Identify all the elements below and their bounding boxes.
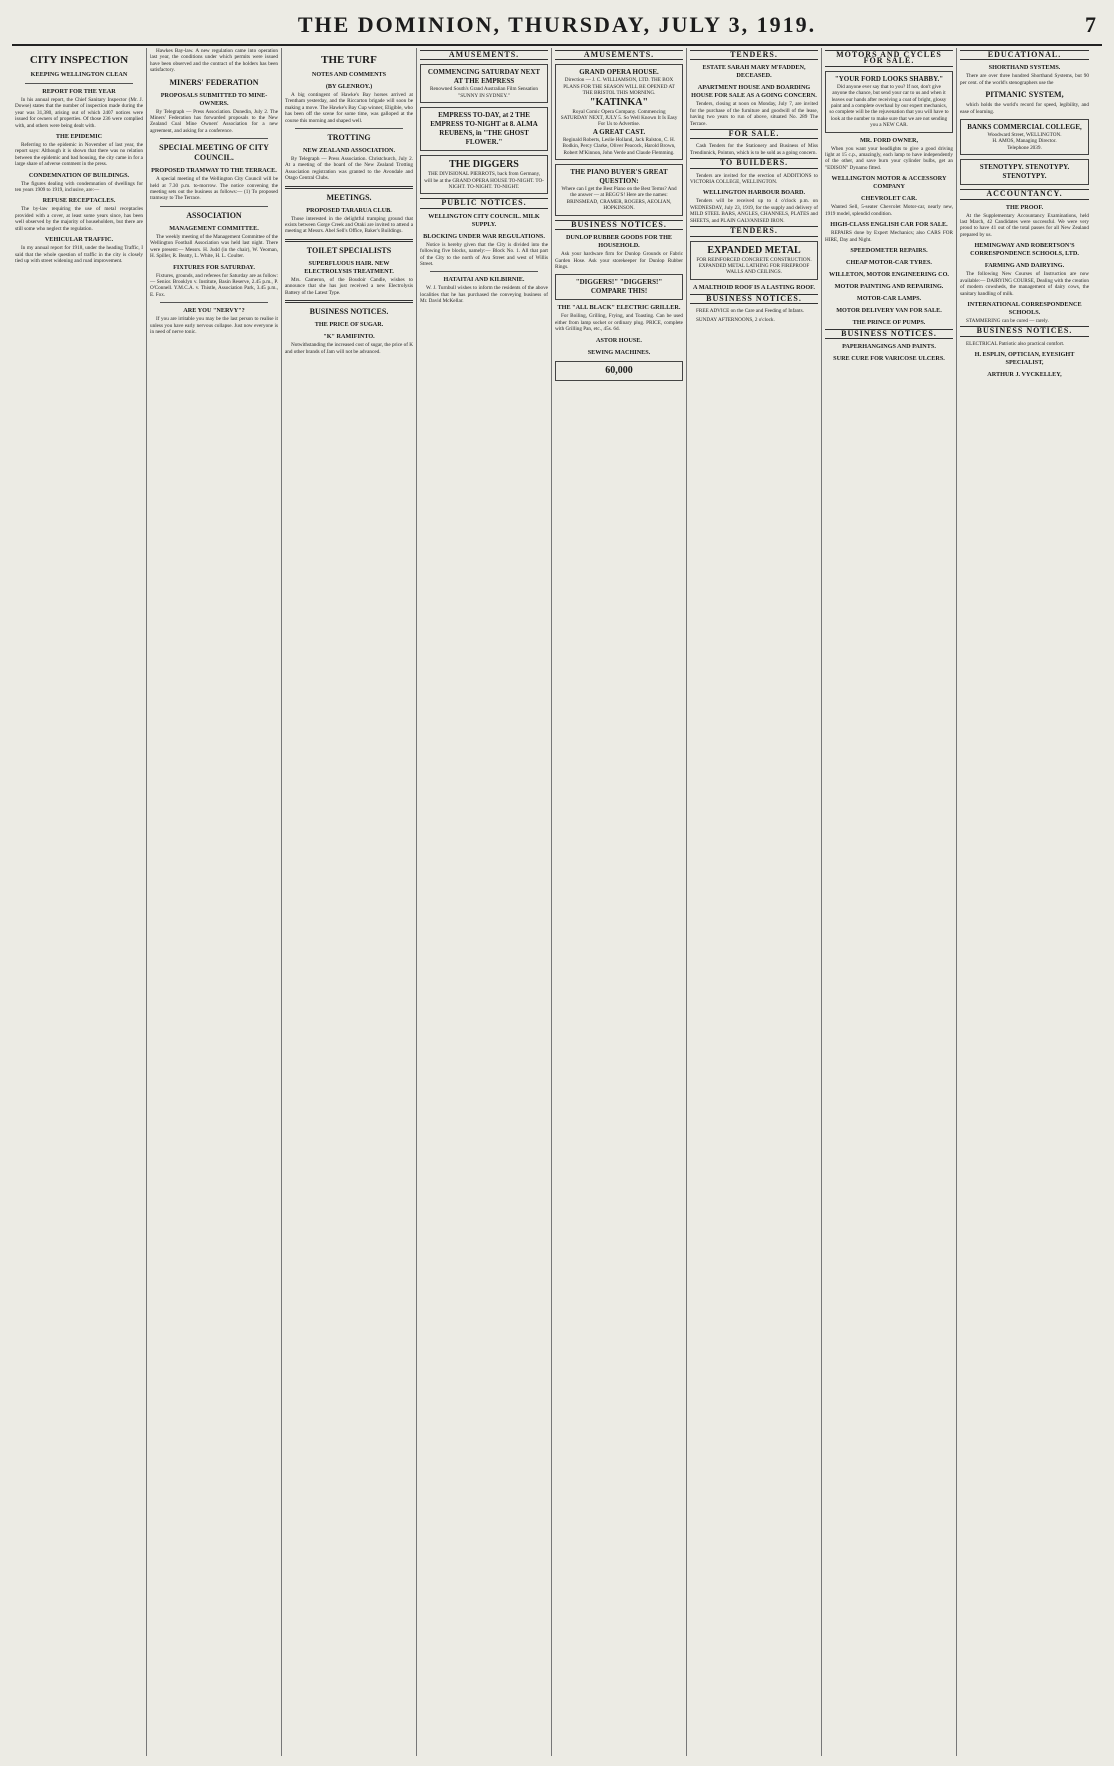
- section-header-business-notices: BUSINESS NOTICES.: [960, 326, 1089, 336]
- divider: [160, 206, 268, 207]
- subhead-wellington-motor: WELLINGTON MOTOR & ACCESSORY COMPANY: [831, 175, 947, 191]
- column-8: [957, 48, 1092, 1756]
- section-header-motors: MOTORS AND CYCLES FOR SALE.: [825, 50, 953, 67]
- advertisement-text: Mrs. Cameron, of the Boudoir Candle, wishes to announce that she has just received a new Electrolysis Battery of the Latest Type.: [285, 276, 413, 296]
- subhead-chevrolet: CHEVROLET CAR.: [861, 195, 917, 203]
- byline-turf: (BY GLENROY.): [325, 83, 373, 90]
- column-5: [552, 48, 687, 1756]
- ad-katinka: "KATINKA": [589, 96, 649, 108]
- ad-text: Telephone 2039.: [1007, 144, 1042, 151]
- subhead-pitmanic: PITMANIC SYSTEM,: [985, 90, 1064, 100]
- ad-text: Direction — J. C. WILLIAMSON, LTD. THE BOX PLANS FOR THE SEASON WILL BE OPENED AT THE BRISTOL THIS MORNING.: [563, 77, 675, 97]
- advertisement-text: At the Supplementary Accountancy Examinations, held last March, 42 Candidates were successful. We were very proud to have 41 out of the total passes for all New Zealand prepared by us.: [960, 212, 1089, 238]
- ad-title: THE DIGGERS: [449, 159, 519, 171]
- article-text: In his annual report, the Chief Sanitary Inspector (Mr. J. Dowse) states that the number of inspection made during the year was 31,380, arising out of which 2407 notices were issued for owners of properties. Of those 236 were complied with, and others were being dealt with.: [15, 97, 143, 129]
- section-condemnation: CONDEMNATION OF BUILDINGS.: [28, 171, 130, 179]
- article-text: By Telegraph — Press Association. Christchurch, July 2. At a meeting of the board of the New Zealand Trotting Association registration was granted to the Avondale and Otago Central Clubs.: [285, 156, 413, 182]
- subhead-paperhangings: PAPERHANGINGS AND PAINTS.: [842, 343, 936, 351]
- ad-title: THE PIANO BUYER'S GREAT QUESTION:: [570, 168, 668, 186]
- advertisement-stenotypy: [960, 159, 1089, 185]
- ad-title: GRAND OPERA HOUSE.: [579, 68, 659, 77]
- advertisement-text: REPAIRS done by Expert Mechanics; also CARS FOR HIRE, Day and Night.: [825, 230, 953, 243]
- tender-text: Tenders are invited for the erection of ADDITIONS to VICTORIA COLLEGE, WELLINGTON.: [690, 172, 818, 186]
- divider: [295, 128, 403, 129]
- headline-turf: THE TURF: [321, 54, 377, 66]
- subhead-international: INTERNATIONAL CORRESPONDENCE SCHOOLS.: [967, 300, 1082, 316]
- subhead-council: PROPOSED TRAMWAY TO THE TERRACE.: [151, 167, 277, 175]
- advertisement-text: SUNDAY AFTERNOONS, 2 o'clock.: [696, 316, 775, 323]
- subhead-milk: WELLINGTON CITY COUNCIL. MILK SUPPLY.: [428, 212, 540, 228]
- ad-title: "DIGGERS!" "DIGGERS!" COMPARE THIS!: [575, 278, 663, 296]
- subhead-ramifinto: "K" RAMIFINTO.: [323, 333, 375, 341]
- page-number: 7: [1085, 12, 1096, 37]
- subhead-proof: THE PROOF.: [1005, 203, 1044, 211]
- headline-toilet: TOILET SPECIALISTS: [306, 245, 392, 255]
- advertisement-expanded-metal: [690, 241, 818, 280]
- subhead-blocking: BLOCKING UNDER WAR REGULATIONS.: [423, 232, 545, 240]
- columns: [12, 48, 1102, 1756]
- section-refuse: REFUSE RECEPTACLES.: [42, 197, 116, 205]
- divider: [285, 186, 413, 189]
- subhead-apartment: APARTMENT HOUSE AND BOARDING HOUSE FOR SALE AS A GOING CONCERN.: [691, 84, 817, 100]
- section-header-business-notices: BUSINESS NOTICES.: [825, 329, 953, 339]
- notice-text: Notice is hereby given that the City is divided into the following five blocks, namely:— Block No. 1. All that part of the City to the north of Ava Street and west of Willis Street.: [420, 241, 548, 268]
- headline-council: SPECIAL MEETING OF CITY COUNCIL.: [159, 143, 269, 163]
- article-text: Referring to the epidemic in November of last year, the report says: Although it is shown that there was no relation between the epidemic and bad housing, the city came in for a large share of adverse comment in the press.: [15, 142, 143, 168]
- subhead-keeping-clean: KEEPING WELLINGTON CLEAN: [30, 71, 128, 78]
- masthead: [12, 6, 1102, 46]
- ad-text: Woodward Street, WELLINGTON.: [987, 132, 1062, 139]
- subhead-griller: THE "ALL BLACK" ELECTRIC GRILLER.: [557, 304, 681, 312]
- subhead-lamps: MOTOR-CAR LAMPS.: [856, 294, 922, 302]
- column-1: [12, 48, 147, 1756]
- subhead-hemingway: HEMINGWAY AND ROBERTSON'S CORRESPONDENCE SCHOOLS, LTD.: [970, 242, 1079, 258]
- advertisement-text: Wanted Sell, 5-seater Chevrolet Motor-car, nearly new, 1919 model, splendid condition.: [825, 204, 953, 217]
- advertisement-banks-college: [960, 119, 1089, 155]
- subhead-trotting: NEW ZEALAND ASSOCIATION.: [302, 147, 396, 155]
- ad-text: Royal Comic Opera Company. Commencing SATURDAY NEXT, JULY 5. So Well Known It Is Easy For Us to Advertise.: [560, 108, 678, 128]
- divider: [285, 239, 413, 242]
- advertisement-text: When you want your headlights to give a good driving light at 15 c.p., amazingly, each lamp to have independently of the other, and save burn your cylinder bulbs, get an "EDISON" Dynamo fitted.: [825, 145, 953, 171]
- advertisement-text: STAMMERING can be cured — rarely.: [966, 317, 1049, 324]
- section-header-amusements: AMUSEMENTS.: [555, 50, 683, 60]
- advertisement-text: There are over three hundred Shorthand Systems, but 90 per cent. of the world's stenographers use the: [960, 73, 1089, 86]
- advertisement-text: The following New Courses of Instruction are now available:— DAIRYING COURSE, Dealing with the creation of modern cowsheds, the management of dairy cows, the sanitary handling of milk.: [960, 271, 1089, 297]
- subhead-vyckelley: ARTHUR J. VYCKELLEY,: [987, 371, 1062, 379]
- divider: [285, 300, 413, 303]
- subhead-painting: MOTOR PAINTING AND REPAIRING.: [834, 282, 944, 290]
- subhead-optician: H. ESPLIN, OPTICIAN, EYESIGHT SPECIALIST,: [974, 351, 1075, 367]
- advertisement-kings: [420, 107, 548, 151]
- advertisement-text: ELECTRICAL Patriotic also practical comfort.: [966, 340, 1065, 347]
- headline-business: BUSINESS NOTICES.: [309, 307, 389, 317]
- subhead-harbour: WELLINGTON HARBOUR BOARD.: [702, 189, 806, 197]
- subhead-toilet: SUPERFLUOUS HAIR. NEW ELECTROLYSIS TREATMENT.: [304, 259, 394, 275]
- subhead-sugar: THE PRICE OF SUGAR.: [314, 321, 384, 329]
- newspaper-page: [12, 6, 1102, 1760]
- tender-text: Cash Tenders for the Stationery and Business of Miss Trendinnick, Pointon, which is to be sold as a going concern.: [690, 143, 818, 156]
- subhead-fixtures: FIXTURES FOR SATURDAY.: [173, 263, 255, 271]
- subhead-cheap-tyres: CHEAP MOTOR-CAR TYRES.: [846, 258, 932, 266]
- subhead-tararua: PROPOSED TARARUA CLUB.: [306, 206, 392, 214]
- subhead-dunlop: DUNLOP RUBBER GOODS FOR THE HOUSEHOLD.: [565, 234, 673, 250]
- subhead-delivery-van: MOTOR DELIVERY VAN FOR SALE.: [836, 306, 942, 314]
- article-text: In my annual report for 1918, under the heading Traffic, I said that the whole question of traffic in the city is closely tied up with street widening and road improvement.: [15, 245, 143, 264]
- section-header-business-notices: BUSINESS NOTICES.: [690, 294, 818, 304]
- advertisement-text: For Boiling, Grilling, Frying, and Toasting. Can be used either from lamp socket or ordinary plug. PRICE, complete with Grilling Pan, etc., 45s. 6d.: [555, 313, 683, 333]
- section-traffic: VEHICULAR TRAFFIC.: [44, 236, 114, 244]
- section-header-public-notices: PUBLIC NOTICES.: [420, 198, 548, 208]
- ad-title: EXPANDED METAL: [707, 244, 801, 256]
- section-header-educational: EDUCATIONAL.: [960, 50, 1089, 60]
- advertisement-ford-shabby: [825, 71, 953, 133]
- section-header-business-notices: BUSINESS NOTICES.: [555, 220, 683, 230]
- advertisement-opera-house: [555, 64, 683, 160]
- section-epidemic: THE EPIDEMIC: [55, 133, 103, 141]
- article-text: A big contingent of Hawke's Bay horses arrived at Trentham yesterday, and the Riccarton brigade will soon be making a move. The Hawke's Bay Cup winner, Eligible, who has been off the scene for some time, was galloped at the course this morning and shaped well.: [285, 92, 413, 124]
- headline-meetings: MEETINGS.: [326, 192, 372, 202]
- ad-title: BANKS COMMERCIAL COLLEGE,: [967, 123, 1082, 132]
- ad-text: Did anyone ever say that to you? If not, don't give anyone the chance, but send your car to us and when it leaves our hands after receiving a coat of bright, glossy paint and a complete overhaul by our expert mechanics, so complete will be the rejuvenation that you will have to look at the number to make sure that we are not sending you a NEW CAR.: [829, 83, 949, 129]
- advertisement-text: Ask your hardware firm for Dunlop Grounds or Fabric Garden Hose. Ask your storekeeper for Dunlop Rubber Rings.: [555, 251, 683, 270]
- subhead-astor: ASTOR HOUSE.: [596, 336, 642, 344]
- headline-association: ASSOCIATION: [186, 210, 242, 220]
- advertisement-diggers: [420, 155, 548, 194]
- headline-city-inspection: CITY INSPECTION: [29, 54, 129, 66]
- advertisement-diggers-compare: [555, 274, 683, 300]
- subhead-association: MANAGEMENT COMMITTEE.: [169, 224, 259, 232]
- article-text: A special meeting of the Wellington City Council will be held at 7.30 p.m. to-morrow. The notice convening the meeting sets out the business as follows:— (1) To proposed tramway to The Terrace.: [150, 176, 278, 202]
- subhead-shorthand: SHORTHAND SYSTEMS.: [988, 64, 1061, 72]
- advertisement-text: which holds the world's record for speed, legibility, and ease of learning.: [960, 102, 1089, 115]
- article-text: The weekly meeting of the Management Committee of the Wellington Football Association was held last night. There were present:— Messrs. H. Judd (in the chair), W. Yeoman, H. Spiller, R. Beatty, L. White, H. L. Coulter.: [150, 233, 278, 260]
- advertisement-empress: [420, 64, 548, 103]
- section-header-tenders-2: TENDERS.: [690, 226, 818, 236]
- subhead-ford-owner: MR. FORD OWNER,: [859, 136, 919, 144]
- headline-nervy: ARE YOU "NERVY"?: [183, 307, 245, 315]
- ad-title: STENOTYPY. STENOTYPY. STENOTYPY.: [979, 163, 1070, 181]
- subhead-sewing: SEWING MACHINES.: [587, 348, 651, 356]
- ad-text: H. AMOS, Managing Director.: [992, 138, 1057, 145]
- divider: [25, 83, 133, 84]
- subhead-willeton: WILLETON, MOTOR ENGINEERING CO.: [829, 270, 949, 278]
- headline-trotting: TROTTING: [327, 133, 371, 143]
- tender-text: Tenders will be received up to 4 o'clock p.m. on WEDNESDAY, July 23, 1919, for the supply and delivery of MILD STEEL BARS, ANGLES, CHANNELS, PLATES and SHEETS, and PLAIN GALVANISED IRON.: [690, 198, 818, 224]
- article-text: By Telegraph — Press Association. Dunedin, July 2. The Miners' Federation has forwarded proposals to the New Zealand Coal Mine Owners' Association for a new agreement, and asking for a conference.: [150, 108, 278, 134]
- ad-title: EMPRESS TO-DAY, at 2 THE EMPRESS TO-NIGHT at 8. ALMA REUBENS, in "THE GHOST FLOWER.": [430, 111, 538, 147]
- article-text: Hawkes Bay-law. A new regulation came into operation last year, the conditions under which permits were issued have been observed and the contract of the holders has been satisfactory.: [150, 48, 278, 74]
- ad-text: Reginald Roberts, Leslie Holland, Jack Ralston, C. H. Bodkin, Percy Clarke, Oliver Peacock, Harold Brown, Robert M'Kinnon, John Verde and Claude Flemming.: [562, 136, 676, 156]
- advertisement-piano: [555, 164, 683, 216]
- section-header-amusements: AMUSEMENTS.: [420, 50, 548, 60]
- advertisement-60000: [555, 361, 683, 381]
- section-header-for-sale: FOR SALE.: [690, 129, 818, 139]
- ad-text: Where can I get the Best Piano on the Best Terms? And the answer — at BEGG'S! Here are the names: BRINSMEAD, CRAMER, ROGERS, AEOLIAN, HOPKINSON.: [561, 186, 677, 212]
- tender-text: Tenders, closing at noon on Monday, July 7, are invited for the purchase of the furniture and goodwill of the lease, having two years to run of above, situated No. 289 The Terrace.: [690, 101, 818, 127]
- section-header-tenders: TENDERS.: [690, 50, 818, 60]
- advertisement-text: FREE ADVICE on the Care and Feeding of Infants.: [696, 308, 804, 315]
- subhead-turf: NOTES AND COMMENTS: [311, 71, 387, 78]
- column-4: [417, 48, 552, 1756]
- column-7: [822, 48, 957, 1756]
- article-text: Those interested in the delightful tramping ground that exists between Gorge Creek and Otaki are invited to attend a meeting at Messrs. Abel Sell's Office, Baker's Buildings.: [285, 215, 413, 235]
- article-text: The by-law requiring the use of metal receptacles provided with a cover, at least some years since, has been well observed by the majority of householders, but there are still some who neglect the regulation.: [15, 206, 143, 232]
- ad-text: THE DIVISIONAL PIERROTS, back from Germany, will be at the GRAND OPERA HOUSE TO-NIGHT. TO-NIGHT. TO-NIGHT. TO-NIGHT.: [424, 171, 544, 191]
- article-text: The figures dealing with condemnation of dwellings for ten years 1909 to 1919, inclusive, are:—: [15, 180, 143, 194]
- divider: [430, 271, 538, 272]
- section-header-builders: TO BUILDERS.: [690, 158, 818, 168]
- ad-title: "YOUR FORD LOOKS SHABBY.": [834, 74, 944, 83]
- ad-text: Renowned South's Grand Australian Film Sensation "SUNNY IN SYDNEY.": [430, 86, 538, 99]
- subhead-speedometer: SPEEDOMETER REPAIRS.: [850, 246, 928, 254]
- subhead-varicose: SURE CURE FOR VARICOSE ULCERS.: [833, 355, 945, 363]
- section-header-accountancy: ACCOUNTANCY.: [960, 189, 1089, 199]
- newspaper-title: THE DOMINION, THURSDAY, JULY 3, 1919.: [297, 12, 817, 37]
- ad-title: COMMENCING SATURDAY NEXT AT THE EMPRESS: [427, 68, 541, 86]
- ad-text: FOR REINFORCED CONCRETE CONSTRUCTION. EXPANDED METAL LATHING FOR FIREPROOF WALLS AND CEILINGS.: [696, 256, 812, 276]
- ad-cast-title: A GREAT CAST.: [592, 127, 646, 136]
- subhead-estate: ESTATE SARAH MARY M'FADDEN, DECEASED.: [702, 64, 806, 80]
- advertisement-text: Notwithstanding the increased cost of sugar, the price of K and other brands of Jam will not be advanced.: [285, 342, 413, 355]
- subhead-miners: PROPOSALS SUBMITTED TO MINE-OWNERS.: [160, 91, 268, 107]
- subhead-report: REPORT FOR THE YEAR: [42, 88, 116, 95]
- ad-title: 60,000: [605, 364, 633, 376]
- column-2: [147, 48, 282, 1756]
- subhead-malthoid: A MALTHOID ROOF IS A LASTING ROOF.: [693, 283, 815, 291]
- article-text: Fixtures, grounds, and referees for Saturday are as follow:— Senior. Brooklyn v. Institute, Basin Reserve, 2.45 p.m., P. O'Connell. Y.M.C.A. v. Thistle, Association Park, 3.45 p.m., E. Fox.: [150, 272, 278, 298]
- divider: [160, 138, 268, 139]
- subhead-farming: FARMING AND DAIRYING.: [984, 262, 1065, 270]
- column-6: [687, 48, 822, 1756]
- subhead-pumps: THE PRINCE OF PUMPS.: [852, 318, 926, 326]
- subhead-hataitai: HATAITAI AND KILBIRNIE.: [443, 276, 525, 284]
- article-text: If you are irritable you may be the last person to realise it unless you have early nervous collapse. Just now everyone is in need of nerve tonic.: [150, 316, 278, 335]
- notice-text: W. J. Turnbull wishes to inform the residents of the above localities that he has purchased the conveying business of Mr. David McKellar.: [420, 285, 548, 305]
- subhead-english-car: HIGH-CLASS ENGLISH CAR FOR SALE.: [830, 221, 948, 229]
- divider: [160, 302, 268, 303]
- column-3: [282, 48, 417, 1756]
- headline-miners: MINERS' FEDERATION: [169, 77, 259, 87]
